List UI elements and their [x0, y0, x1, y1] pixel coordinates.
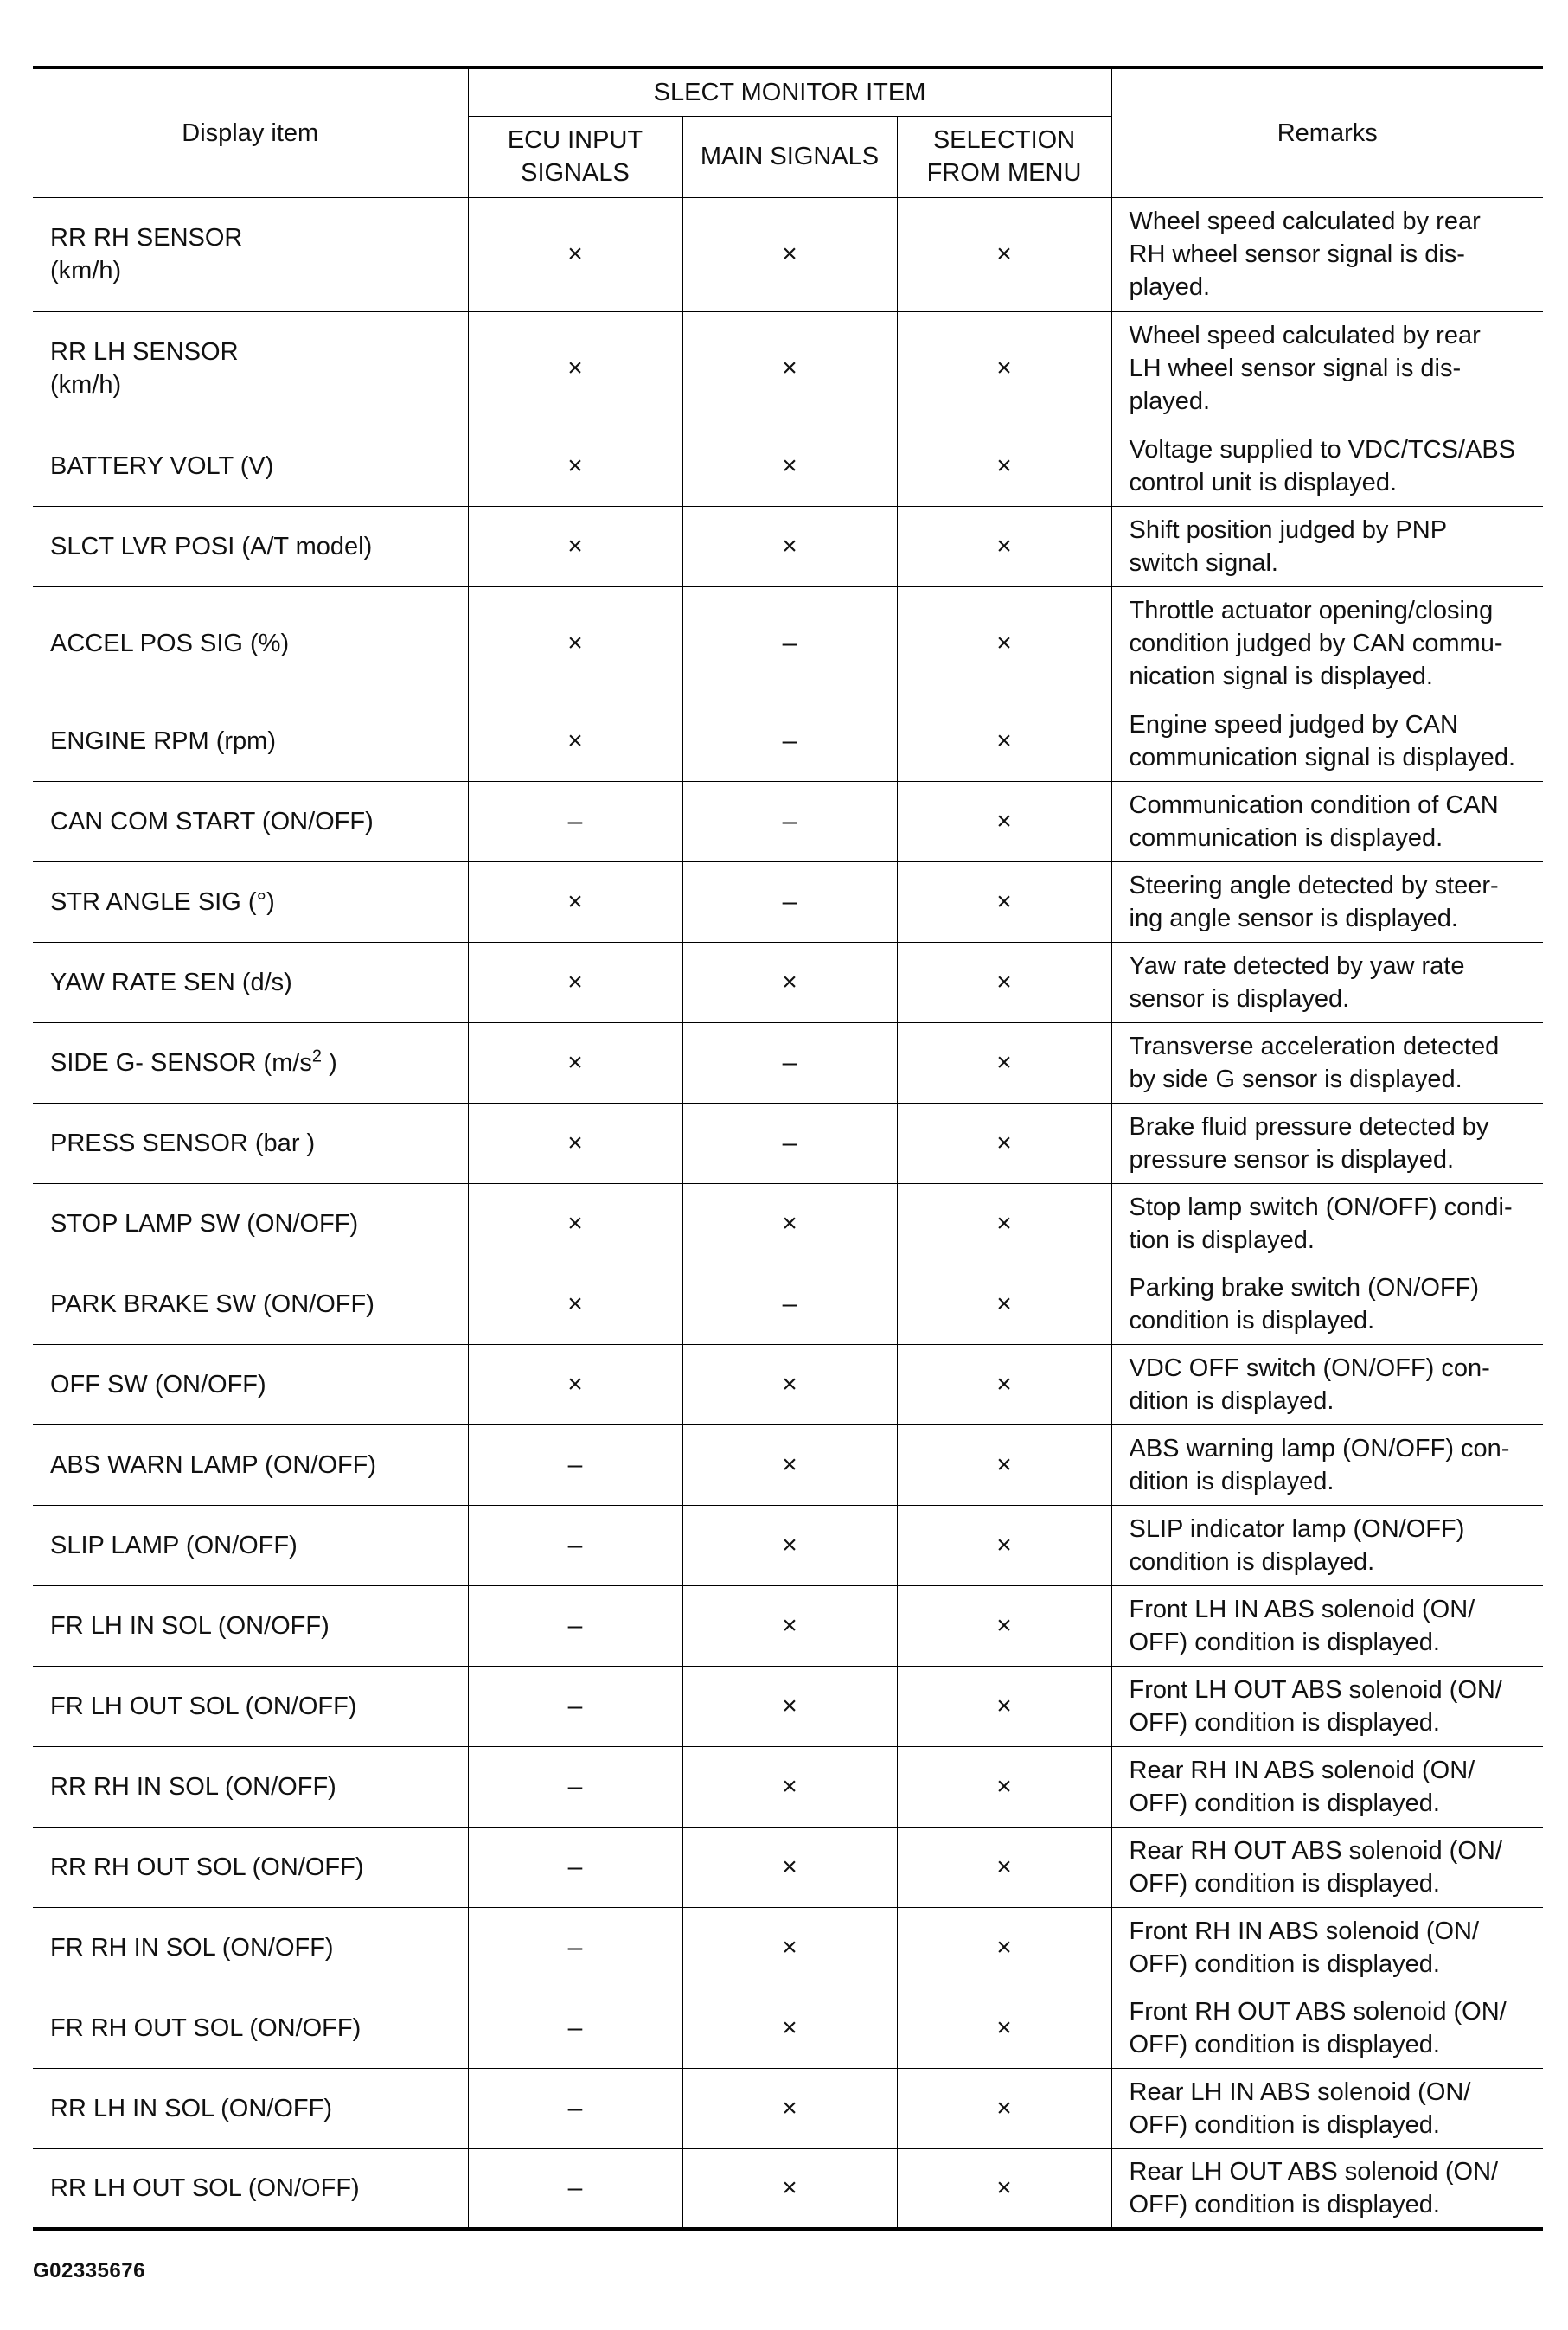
main-signals-cell: ×: [682, 1344, 897, 1424]
selection-from-menu-cell: ×: [897, 1988, 1111, 2068]
main-signals-cell: ×: [682, 2068, 897, 2148]
selection-from-menu-cell: ×: [897, 1424, 1111, 1505]
ecu-input-signals-cell: ×: [468, 1183, 682, 1264]
selection-from-menu-cell: ×: [897, 1746, 1111, 1827]
ecu-input-signals-cell: ×: [468, 861, 682, 942]
ecu-input-signals-cell: –: [468, 1666, 682, 1746]
table-body: [33, 197, 1543, 2229]
remarks-cell: Rear RH OUT ABS solenoid (ON/ OFF) condition is displayed.: [1111, 1827, 1543, 1907]
main-signals-cell: ×: [682, 1827, 897, 1907]
table-row: [33, 1505, 1543, 1585]
remarks-cell: Wheel speed calculated by rear LH wheel sensor signal is dis- played.: [1111, 311, 1543, 426]
figure-id: G02335676: [33, 2259, 145, 2282]
display-item-text: RR RH IN SOL (ON/OFF): [50, 1772, 336, 1801]
main-signals-cell: ×: [682, 942, 897, 1022]
display-item-text: OFF SW (ON/OFF): [50, 1370, 266, 1399]
selection-from-menu-cell: ×: [897, 1827, 1111, 1907]
remarks-cell: SLIP indicator lamp (ON/OFF) condition is displayed.: [1111, 1505, 1543, 1585]
display-item-text: RR RH OUT SOL (ON/OFF): [50, 1853, 364, 1881]
display-item-text: RR LH IN SOL (ON/OFF): [50, 2094, 332, 2122]
remarks-cell: Front RH OUT ABS solenoid (ON/ OFF) condition is displayed.: [1111, 1988, 1543, 2068]
table-row: [33, 586, 1543, 701]
ecu-input-signals-cell: –: [468, 1585, 682, 1666]
main-signals-cell: –: [682, 586, 897, 701]
header-ecu-input-signals: ECU INPUT SIGNALS: [468, 116, 682, 197]
display-item-text: SLIP LAMP (ON/OFF): [50, 1531, 298, 1559]
remarks-cell: Front LH IN ABS solenoid (ON/ OFF) condition is displayed.: [1111, 1585, 1543, 1666]
table-row: [33, 1585, 1543, 1666]
display-item-text: SIDE G- SENSOR (m/s: [50, 1048, 312, 1077]
display-item-text: SLCT LVR POSI (A/T model): [50, 532, 373, 560]
selection-from-menu-cell: ×: [897, 781, 1111, 861]
ecu-input-signals-cell: ×: [468, 311, 682, 426]
selection-from-menu-cell: ×: [897, 942, 1111, 1022]
display-item-cell: [33, 1344, 468, 1424]
display-item-text: RR LH SENSOR (km/h): [50, 338, 239, 399]
display-item-text: YAW RATE SEN (d/s): [50, 968, 292, 996]
remarks-cell: Yaw rate detected by yaw rate sensor is displayed.: [1111, 942, 1543, 1022]
header-main-signals: MAIN SIGNALS: [682, 116, 897, 197]
table-row: [33, 1344, 1543, 1424]
table-row: [33, 1988, 1543, 2068]
main-signals-cell: ×: [682, 2148, 897, 2229]
selection-from-menu-cell: ×: [897, 1585, 1111, 1666]
selection-from-menu-cell: ×: [897, 1344, 1111, 1424]
display-item-text: ENGINE RPM (rpm): [50, 727, 276, 755]
table-row: [33, 2148, 1543, 2229]
display-item-cell: [33, 1505, 468, 1585]
main-signals-cell: ×: [682, 1183, 897, 1264]
ecu-input-signals-cell: ×: [468, 426, 682, 506]
display-item-text: ABS WARN LAMP (ON/OFF): [50, 1450, 377, 1479]
main-signals-cell: ×: [682, 426, 897, 506]
selection-from-menu-cell: ×: [897, 1183, 1111, 1264]
selection-from-menu-cell: ×: [897, 1505, 1111, 1585]
header-remarks: Remarks: [1111, 67, 1543, 197]
header-select-monitor-item: SLECT MONITOR ITEM: [468, 67, 1111, 116]
main-signals-cell: ×: [682, 1585, 897, 1666]
display-item-cell: [33, 701, 468, 781]
selection-from-menu-cell: ×: [897, 197, 1111, 311]
display-item-cell: [33, 942, 468, 1022]
remarks-cell: VDC OFF switch (ON/OFF) con- dition is displayed.: [1111, 1344, 1543, 1424]
display-item-cell: [33, 426, 468, 506]
remarks-cell: Shift position judged by PNP switch signal.: [1111, 506, 1543, 586]
display-item-cell: [33, 197, 468, 311]
remarks-cell: Brake fluid pressure detected by pressure sensor is displayed.: [1111, 1103, 1543, 1183]
display-item-text: FR RH IN SOL (ON/OFF): [50, 1933, 334, 1962]
main-signals-cell: –: [682, 861, 897, 942]
table-row: [33, 197, 1543, 311]
header-selection-from-menu: SELECTION FROM MENU: [897, 116, 1111, 197]
ecu-input-signals-cell: –: [468, 1505, 682, 1585]
remarks-cell: Transverse acceleration detected by side G sensor is displayed.: [1111, 1022, 1543, 1103]
selection-from-menu-cell: ×: [897, 586, 1111, 701]
display-item-text: PRESS SENSOR (bar ): [50, 1129, 316, 1157]
ecu-input-signals-cell: –: [468, 2148, 682, 2229]
display-item-cell: [33, 1103, 468, 1183]
display-item-cell: [33, 1666, 468, 1746]
ecu-input-signals-cell: –: [468, 1746, 682, 1827]
remarks-cell: Front RH IN ABS solenoid (ON/ OFF) condition is displayed.: [1111, 1907, 1543, 1988]
display-item-text: STOP LAMP SW (ON/OFF): [50, 1209, 359, 1238]
ecu-input-signals-cell: –: [468, 781, 682, 861]
display-item-text: RR RH SENSOR (km/h): [50, 224, 243, 285]
display-item-cell: [33, 1183, 468, 1264]
main-signals-cell: ×: [682, 1505, 897, 1585]
main-signals-cell: ×: [682, 1424, 897, 1505]
display-item-cell: [33, 1585, 468, 1666]
main-signals-cell: –: [682, 701, 897, 781]
selection-from-menu-cell: ×: [897, 1022, 1111, 1103]
display-item-text-tail: ): [322, 1048, 337, 1077]
ecu-input-signals-cell: –: [468, 1988, 682, 2068]
ecu-input-signals-cell: ×: [468, 1103, 682, 1183]
main-signals-cell: –: [682, 1022, 897, 1103]
display-item-text: RR LH OUT SOL (ON/OFF): [50, 2173, 360, 2202]
display-item-cell: [33, 1827, 468, 1907]
main-signals-cell: ×: [682, 311, 897, 426]
display-item-cell: [33, 2068, 468, 2148]
display-item-text: ACCEL POS SIG (%): [50, 630, 290, 657]
selection-from-menu-cell: ×: [897, 2148, 1111, 2229]
table-row: [33, 1103, 1543, 1183]
remarks-cell: Wheel speed calculated by rear RH wheel sensor signal is dis- played.: [1111, 197, 1543, 311]
remarks-cell: ABS warning lamp (ON/OFF) con- dition is displayed.: [1111, 1424, 1543, 1505]
remarks-cell: Rear LH OUT ABS solenoid (ON/ OFF) condition is displayed.: [1111, 2148, 1543, 2229]
table-row: [33, 1022, 1543, 1103]
display-item-cell: [33, 1746, 468, 1827]
display-item-cell: [33, 1988, 468, 2068]
table-row: [33, 1183, 1543, 1264]
remarks-cell: Stop lamp switch (ON/OFF) condi- tion is displayed.: [1111, 1183, 1543, 1264]
display-item-cell: [33, 586, 468, 701]
ecu-input-signals-cell: –: [468, 1907, 682, 1988]
main-signals-cell: ×: [682, 1907, 897, 1988]
ecu-input-signals-cell: ×: [468, 506, 682, 586]
table-row: [33, 2068, 1543, 2148]
table-row: [33, 311, 1543, 426]
ecu-input-signals-cell: –: [468, 1424, 682, 1505]
main-signals-cell: –: [682, 1264, 897, 1344]
display-item-text: FR LH OUT SOL (ON/OFF): [50, 1692, 357, 1720]
display-item-text: BATTERY VOLT (V): [50, 451, 274, 480]
selection-from-menu-cell: ×: [897, 2068, 1111, 2148]
display-item-cell: [33, 1264, 468, 1344]
main-signals-cell: ×: [682, 506, 897, 586]
table-row: [33, 781, 1543, 861]
display-item-superscript: 2: [311, 1046, 323, 1066]
monitor-item-table: [33, 66, 1543, 2231]
remarks-cell: Front LH OUT ABS solenoid (ON/ OFF) condition is displayed.: [1111, 1666, 1543, 1746]
remarks-cell: Communication condition of CAN communication is displayed.: [1111, 781, 1543, 861]
table-row: [33, 1264, 1543, 1344]
selection-from-menu-cell: ×: [897, 861, 1111, 942]
remarks-cell: Rear RH IN ABS solenoid (ON/ OFF) condition is displayed.: [1111, 1746, 1543, 1827]
ecu-input-signals-cell: ×: [468, 1022, 682, 1103]
display-item-cell: [33, 1424, 468, 1505]
table-row: [33, 1827, 1543, 1907]
table-row: [33, 701, 1543, 781]
selection-from-menu-cell: ×: [897, 701, 1111, 781]
ecu-input-signals-cell: ×: [468, 1344, 682, 1424]
main-signals-cell: ×: [682, 197, 897, 311]
table-row: [33, 506, 1543, 586]
selection-from-menu-cell: ×: [897, 311, 1111, 426]
remarks-cell: Throttle actuator opening/closing condition judged by CAN commu- nication signal is displayed.: [1111, 586, 1543, 701]
display-item-cell: [33, 2148, 468, 2229]
display-item-cell: [33, 506, 468, 586]
selection-from-menu-cell: ×: [897, 506, 1111, 586]
selection-from-menu-cell: ×: [897, 426, 1111, 506]
selection-from-menu-cell: ×: [897, 1264, 1111, 1344]
table-row: [33, 1666, 1543, 1746]
ecu-input-signals-cell: ×: [468, 701, 682, 781]
display-item-cell: [33, 861, 468, 942]
main-signals-cell: –: [682, 1103, 897, 1183]
display-item-text: PARK BRAKE SW (ON/OFF): [50, 1290, 374, 1318]
table-row: [33, 426, 1543, 506]
display-item-text: FR LH IN SOL (ON/OFF): [50, 1611, 330, 1640]
display-item-cell: [33, 1907, 468, 1988]
main-signals-cell: ×: [682, 1746, 897, 1827]
display-item-text: STR ANGLE SIG (°): [50, 887, 275, 916]
display-item-text: CAN COM START (ON/OFF): [50, 807, 374, 835]
monitor-item-table-container: [33, 66, 1543, 2231]
display-item-text: FR RH OUT SOL (ON/OFF): [50, 2013, 362, 2042]
display-item-cell: [33, 311, 468, 426]
remarks-cell: Engine speed judged by CAN communication signal is displayed.: [1111, 701, 1543, 781]
remarks-cell: Rear LH IN ABS solenoid (ON/ OFF) condition is displayed.: [1111, 2068, 1543, 2148]
table-header: [33, 67, 1543, 197]
selection-from-menu-cell: ×: [897, 1907, 1111, 1988]
main-signals-cell: ×: [682, 1988, 897, 2068]
display-item-cell: [33, 781, 468, 861]
remarks-cell: Voltage supplied to VDC/TCS/ABS control unit is displayed.: [1111, 426, 1543, 506]
ecu-input-signals-cell: ×: [468, 197, 682, 311]
header-display-item: Display item: [33, 67, 468, 197]
selection-from-menu-cell: ×: [897, 1666, 1111, 1746]
main-signals-cell: ×: [682, 1666, 897, 1746]
ecu-input-signals-cell: ×: [468, 586, 682, 701]
remarks-cell: Parking brake switch (ON/OFF) condition is displayed.: [1111, 1264, 1543, 1344]
selection-from-menu-cell: ×: [897, 1103, 1111, 1183]
display-item-cell: [33, 1022, 468, 1103]
remarks-cell: Steering angle detected by steer- ing angle sensor is displayed.: [1111, 861, 1543, 942]
main-signals-cell: –: [682, 781, 897, 861]
table-row: [33, 861, 1543, 942]
table-row: [33, 1907, 1543, 1988]
table-row: [33, 942, 1543, 1022]
ecu-input-signals-cell: ×: [468, 942, 682, 1022]
ecu-input-signals-cell: ×: [468, 1264, 682, 1344]
table-row: [33, 1746, 1543, 1827]
table-row: [33, 1424, 1543, 1505]
ecu-input-signals-cell: –: [468, 2068, 682, 2148]
ecu-input-signals-cell: –: [468, 1827, 682, 1907]
